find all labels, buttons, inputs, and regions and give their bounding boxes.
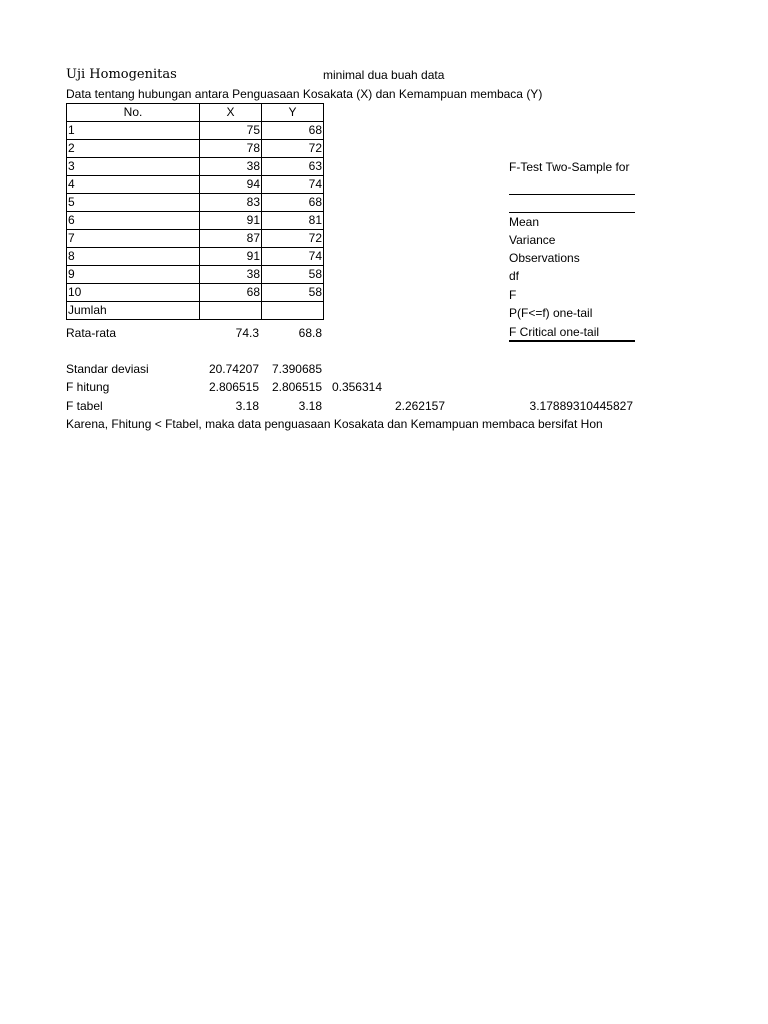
rata-rata-y[interactable]: 68.8 xyxy=(298,326,322,340)
f-hitung-label: F hitung xyxy=(66,380,110,394)
ftest-label-p-one-tail: P(F<=f) one-tail xyxy=(509,306,593,320)
cell-y[interactable]: 74 xyxy=(262,176,324,194)
std-dev-x[interactable]: 20.74207 xyxy=(208,362,259,376)
f-hitung-2[interactable]: 2.806515 xyxy=(271,380,322,394)
cell-no[interactable]: 10 xyxy=(67,284,200,302)
cell-y[interactable]: 81 xyxy=(262,212,324,230)
cell-jumlah-x[interactable] xyxy=(200,302,262,320)
cell-no[interactable]: 5 xyxy=(67,194,200,212)
f-tabel-label: F tabel xyxy=(66,399,103,413)
cell-x[interactable]: 38 xyxy=(200,266,262,284)
col-header-no[interactable]: No. xyxy=(67,104,200,122)
cell-x[interactable]: 91 xyxy=(200,248,262,266)
std-dev-y[interactable]: 7.390685 xyxy=(271,362,322,376)
cell-no[interactable]: 6 xyxy=(67,212,200,230)
cell-no[interactable]: 8 xyxy=(67,248,200,266)
cell-y[interactable]: 68 xyxy=(262,122,324,140)
cell-x[interactable]: 78 xyxy=(200,140,262,158)
std-dev-label: Standar deviasi xyxy=(66,362,149,376)
table-row xyxy=(67,266,324,284)
cell-y[interactable]: 68 xyxy=(262,194,324,212)
f-tabel-4[interactable]: 3.17889310445827 xyxy=(529,399,633,413)
ftest-label-mean: Mean xyxy=(509,215,540,229)
data-table xyxy=(66,103,324,320)
cell-y[interactable]: 63 xyxy=(262,158,324,176)
cell-no[interactable]: 2 xyxy=(67,140,200,158)
cell-y[interactable]: 58 xyxy=(262,266,324,284)
cell-y[interactable]: 72 xyxy=(262,230,324,248)
cell-jumlah-label[interactable]: Jumlah xyxy=(67,302,200,320)
sheet-title: Uji Homogenitas xyxy=(66,67,177,82)
cell-x[interactable]: 68 xyxy=(200,284,262,302)
cell-x[interactable]: 83 xyxy=(200,194,262,212)
cell-x[interactable]: 38 xyxy=(200,158,262,176)
f-tabel-3[interactable]: 2.262157 xyxy=(394,399,445,413)
cell-no[interactable]: 1 xyxy=(67,122,200,140)
col-header-x[interactable]: X xyxy=(200,104,262,122)
f-hitung-3[interactable]: 0.356314 xyxy=(331,380,382,394)
rata-rata-label: Rata-rata xyxy=(66,326,117,340)
ftest-label-df: df xyxy=(509,269,520,283)
cell-x[interactable]: 91 xyxy=(200,212,262,230)
sheet-subtitle: Data tentang hubungan antara Penguasaan Kosakata (X) dan Kemampuan membaca (Y) xyxy=(66,87,543,101)
table-row xyxy=(67,248,324,266)
ftest-label-f-critical: F Critical one-tail xyxy=(509,325,600,339)
cell-no[interactable]: 4 xyxy=(67,176,200,194)
sheet-note: minimal dua buah data xyxy=(323,68,445,82)
table-row xyxy=(67,230,324,248)
table-header-row xyxy=(67,104,324,122)
ftest-bottom-rule xyxy=(509,340,635,342)
f-hitung-1[interactable]: 2.806515 xyxy=(208,380,259,394)
table-row xyxy=(67,176,324,194)
cell-x[interactable]: 87 xyxy=(200,230,262,248)
cell-x[interactable]: 94 xyxy=(200,176,262,194)
cell-y[interactable]: 58 xyxy=(262,284,324,302)
ftest-title: F-Test Two-Sample for xyxy=(509,160,630,174)
cell-y[interactable]: 72 xyxy=(262,140,324,158)
f-tabel-1[interactable]: 3.18 xyxy=(235,399,259,413)
ftest-label-observations: Observations xyxy=(509,251,580,265)
ftest-top-rule xyxy=(509,194,635,195)
table-row xyxy=(67,212,324,230)
cell-no[interactable]: 9 xyxy=(67,266,200,284)
ftest-label-f: F xyxy=(509,288,517,302)
cell-y[interactable]: 74 xyxy=(262,248,324,266)
table-row xyxy=(67,194,324,212)
cell-no[interactable]: 3 xyxy=(67,158,200,176)
table-row xyxy=(67,158,324,176)
cell-jumlah-y[interactable] xyxy=(262,302,324,320)
cell-x[interactable]: 75 xyxy=(200,122,262,140)
cell-no[interactable]: 7 xyxy=(67,230,200,248)
f-tabel-2[interactable]: 3.18 xyxy=(298,399,322,413)
rata-rata-x[interactable]: 74.3 xyxy=(235,326,259,340)
table-row xyxy=(67,140,324,158)
table-row-jumlah xyxy=(67,302,324,320)
ftest-label-variance: Variance xyxy=(509,233,556,247)
conclusion-text: Karena, Fhitung < Ftabel, maka data penguasaan Kosakata dan Kemampuan membaca bersifat Hon xyxy=(66,417,603,431)
table-row xyxy=(67,122,324,140)
col-header-y[interactable]: Y xyxy=(262,104,324,122)
table-row xyxy=(67,284,324,302)
